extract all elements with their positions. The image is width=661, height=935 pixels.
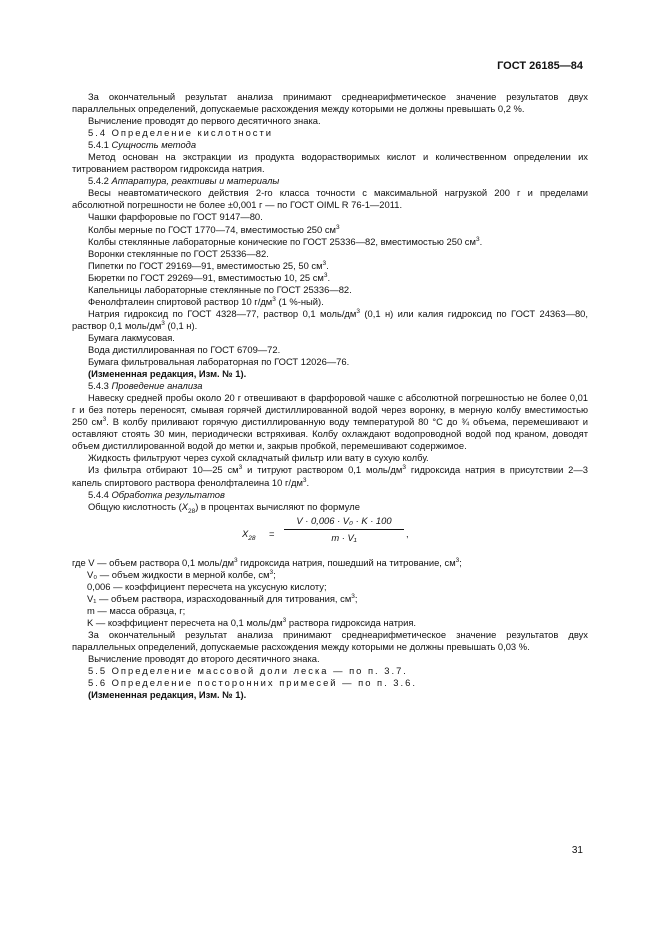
formula-definitions: [72, 557, 588, 629]
paragraph: За окончательный результат анализа принимают среднеарифметическое значение результатов двух параллельных определений, допускаемые расхождения между которыми не должны превышать 0,03 %.: [72, 628, 588, 652]
acidity-formula: [72, 515, 588, 553]
material-item: Воронки стеклянные по ГОСТ 25336—82.: [88, 247, 269, 259]
paragraph: Из фильтра отбирают 10—25 $см^3$ и титруют раствором 0,1 моль/$дм^3$ гидроксида натрия в присутствии 2—3 капель спиртового раствора фенолфталеина 10 $г/дм^3$.: [72, 464, 588, 488]
definition-item: V₁ — объем раствора, израсходованный для титрования, $см^3$;: [87, 592, 358, 604]
material-item: Колбы мерные по ГОСТ 1770—74, вместимостью 250 $см^3$: [88, 223, 340, 235]
page-number: 31: [571, 845, 583, 856]
document-body: [72, 91, 588, 701]
material-item: Весы неавтоматического действия 2-го класса точности с максимальной нагрузкой 200 г и пределами абсолютной погрешности не более ±0,001 г — по ГОСТ OIML R 76-1—2011.: [72, 187, 588, 211]
subsection-heading-5-4-2: 5.4.2 Аппаратура, реактивы и материалы: [88, 175, 280, 187]
document-code: ГОСТ 26185—84: [497, 60, 583, 72]
paragraph: За окончательный результат анализа принимают среднеарифметическое значение результатов двух параллельных определений, допускаемые расхождения между которыми не должны превышать 0,2 %.: [72, 91, 588, 115]
material-item: Вода дистиллированная по ГОСТ 6709—72.: [88, 343, 281, 355]
revision-note: (Измененная редакция, Изм. № 1).: [88, 689, 247, 701]
material-item: Бумага лакмусовая.: [88, 331, 175, 343]
formula-denominator: m · V₁: [331, 531, 357, 543]
definition-item: m — масса образца, г;: [87, 604, 186, 616]
material-item: Пипетки по ГОСТ 29169—91, вместимостью 25, 50 $см^3$.: [88, 259, 329, 271]
definition-item: K — коэффициент пересчета на 0,1 моль/$дм^3$ раствора гидроксида натрия.: [87, 616, 417, 628]
material-item: Бумага фильтровальная лабораторная по ГОСТ 12026—76.: [88, 356, 350, 368]
subsection-heading-5-4-3: 5.4.3 Проведение анализа: [88, 380, 203, 392]
subsection-heading-5-4-4: 5.4.4 Обработка результатов: [88, 488, 225, 500]
material-item: Капельницы лабораторные стеклянные по ГОСТ 25336—82.: [88, 283, 352, 295]
definition-item: 0,006 — коэффициент пересчета на уксусную кислоту;: [87, 580, 327, 592]
paragraph: Вычисление проводят до первого десятичного знака.: [88, 115, 321, 127]
formula-comma: ,: [406, 527, 409, 539]
subsection-heading-5-4-1: 5.4.1 Сущность метода: [88, 139, 197, 151]
paragraph: Жидкость фильтруют через сухой складчатый фильтр или вату в сухую колбу.: [88, 452, 429, 464]
paragraph: Общую кислотность $(X_{28})$ в процентах вычисляют по формуле: [88, 500, 360, 515]
material-item: Натрия гидроксид по ГОСТ 4328—77, раствор 0,1 моль/$дм^3$ (0,1 н) или калия гидроксид по ГОСТ 24363—80, раствор 0,1 моль/$дм^3$ (0,1 н).: [72, 307, 588, 331]
material-item: Фенолфталеин спиртовой раствор 10 $г/дм^3$ (1 %-ный).: [88, 295, 324, 307]
section-heading-5-5: 5.5 Определение массовой доли леска — по п. 3.7.: [88, 665, 408, 677]
material-item: Чашки фарфоровые по ГОСТ 9147—80.: [88, 211, 263, 223]
material-item: Бюретки по ГОСТ 29269—91, вместимостью 10, 25 $см^3$.: [88, 271, 331, 283]
formula-lhs: $X_{28}$: [242, 527, 256, 542]
paragraph: Навеску средней пробы около 20 г отвешивают в фарфоровой чашке с абсолютной погрешностью не более 0,01 г и без потерь переносят, смывая горячей дистиллированной водой через воронку, в мерную колбу вместимостью 250 $см^3$. В колбу приливают горячую дистиллированную воду температурой 80 °С до ¾ объема, перемешивают и оставляют стоять 30 мин, периодически встряхивая. Колбу охлаждают водопроводной водой под краном, доводят объем дистиллированной водой до метки и, закрыв пробкой, перемешивают содержимое.: [72, 392, 588, 452]
formula-fraction: [284, 515, 404, 544]
section-heading-5-6: 5.6 Определение посторонних примесей — по п. 3.6.: [88, 677, 417, 689]
material-item: Колбы стеклянные лабораторные конические по ГОСТ 25336—82, вместимостью 250 $см^3$.: [88, 235, 483, 247]
section-heading-5-4: 5.4 Определение кислотности: [88, 127, 274, 139]
formula-equals: =: [269, 527, 275, 539]
paragraph: Метод основан на экстракции из продукта водорастворимых кислот и количественном определении их титрованием раствором гидроксида натрия.: [72, 151, 588, 175]
paragraph: Вычисление проводят до второго десятичного знака.: [88, 653, 320, 665]
definition-item: V₀ — объем жидкости в мерной колбе, $см^3$;: [87, 568, 276, 580]
definition-item: где V — объем раствора 0,1 моль/$дм^3$ гидроксида натрия, пошедший на титрование, $см^3$;: [72, 556, 462, 568]
revision-note: (Измененная редакция, Изм. № 1).: [88, 368, 247, 380]
formula-numerator: V · 0,006 · V₀ · K · 100: [284, 515, 404, 530]
